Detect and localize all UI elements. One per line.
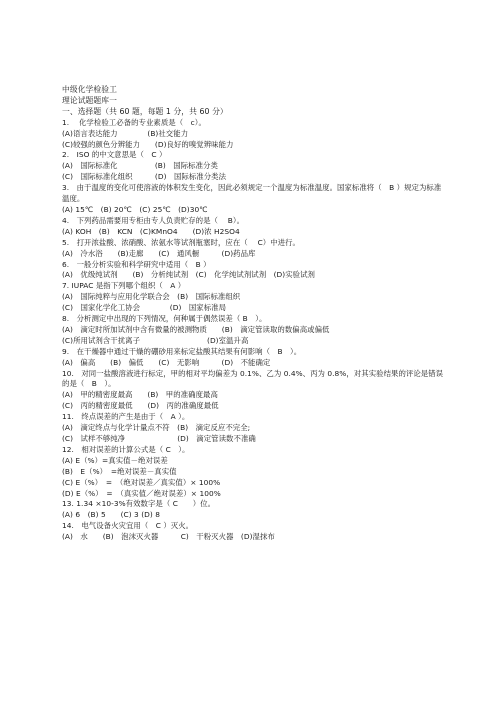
question-3: 3. 由于温度的变化可使溶液的体积发生变化，因此必须规定一个温度为标准温度。国家标准将（ B ）规定为标准温度。: [62, 183, 442, 204]
question-9: 9. 在干燥器中通过干燥的硼砂用来标定盐酸其结果有何影响（ B ）。: [62, 346, 302, 356]
question-11: 11. 终点误差的产生是由于（ A ）。: [62, 412, 190, 422]
question-6-options: (A) 优级纯试剂 (B) 分析纯试剂 (C) 化学纯试剂试剂 (D)实验试剂: [62, 270, 315, 280]
question-8-options-ab: (A) 滴定时所加试剂中含有微量的被测物质 (B) 滴定管读取的数偏高或偏低: [62, 324, 330, 334]
question-1: 1. 化学检验工必备的专业素质是（ c）。: [62, 117, 206, 127]
question-1-options-cd: (C)较强的颜色分辨能力 (D)良好的嗅觉辨味能力: [62, 139, 234, 149]
question-12-option-d: (D) E（%） = （真实值／绝对误差）× 100%: [62, 488, 221, 498]
question-10-options-ab: (A) 甲的精密度最高 (B) 甲的准确度最高: [62, 390, 218, 400]
document-body: [62, 85, 447, 543]
question-14-options: (A) 水 (B) 泡沫灭火器 C) 干粉灭火器 (D)湿抹布: [62, 532, 275, 542]
document-subtitle: 理论试题题库一: [62, 95, 117, 105]
question-8: 8. 分析测定中出现的下列情况，何种属于偶然误差（ B ）。: [62, 314, 267, 324]
question-12-option-a: (A) E（%）=真实值－绝对误差: [62, 455, 168, 465]
question-13-options: (A) 6 (B) 5 (C) 3 (D) 8: [62, 510, 160, 520]
question-7-options-cd: (C) 国家化学化工协会 (D) 国家标准局: [62, 303, 227, 313]
question-12-option-c: (C) E（%） = （绝对误差／真实值）× 100%: [62, 477, 221, 487]
question-2-options-ab: (A) 国际标准化 (B) 国际标准分类: [62, 161, 218, 171]
question-4: 4. 下列药品需要用专柜由专人负责贮存的是（ B）。: [62, 215, 245, 225]
question-12: 12. 相对误差的计算公式是（ C ）。: [62, 444, 190, 454]
question-1-options-ab: (A)语言表达能力 (B)社交能力: [62, 128, 189, 138]
question-4-options: (A) KOH (B) KCN (C)KMnO4 (D)浓 H2SO4: [62, 226, 240, 236]
question-5-options: (A) 冷水浴 (B)走廊 (C) 通风橱 (D)药品库: [62, 248, 256, 258]
question-13: 13. 1.34 ×10-3%有效数字是（ C ）位。: [62, 499, 216, 509]
section-heading: 一、选择题（共 60 题，每题 1 分，共 60 分）: [62, 106, 228, 116]
document-title: 中级化学检验工: [62, 85, 117, 94]
question-5: 5. 打开浓盐酸、浓硝酸、浓氨水等试剂瓶塞时，应在（ C）中进行。: [62, 237, 300, 247]
question-14: 14. 电气设备火灾宜用（ C ）灭火。: [62, 521, 194, 531]
question-11-options-ab: (A) 滴定终点与化学计量点不符 (B) 滴定反应不完全;: [62, 423, 251, 433]
question-2-options-cd: (C) 国际标准化组织 (D) 国际标准分类法: [62, 172, 227, 182]
question-10: 10. 对同一盐酸溶液进行标定，甲的相对平均偏差为 0.1%、乙为 0.4%、丙为 0.8%，对其实验结果的评论是错误的是（ B ）。: [62, 368, 444, 389]
question-9-options: (A) 偏高 (B) 偏低 (C) 无影响 (D) 不能确定: [62, 357, 271, 367]
question-6: 6. 一般分析实验和科学研究中适用（ B ）: [62, 259, 211, 269]
question-11-options-cd: (C) 试样不够纯净 (D) 滴定管读数不准确: [62, 434, 256, 443]
question-2: 2. ISO 的中文意思是（ C ）: [62, 150, 167, 160]
question-8-options-cd: (C)所用试剂含干扰离子 (D)室温升高: [62, 335, 249, 345]
question-3-options: (A) 15℃ (B) 20℃ (C) 25℃ (D)30℃: [62, 204, 208, 214]
question-10-options-cd: (C) 丙的精密度最低 (D) 丙的准确度最低: [62, 401, 219, 411]
question-7: 7. IUPAC 是指下列哪个组织（ A ）: [62, 281, 186, 291]
question-7-options-ab: (A) 国际纯粹与应用化学联合会 (B) 国际标准组织: [62, 292, 241, 302]
question-12-option-b: (B) E（%） =绝对误差－真实值: [62, 466, 177, 476]
